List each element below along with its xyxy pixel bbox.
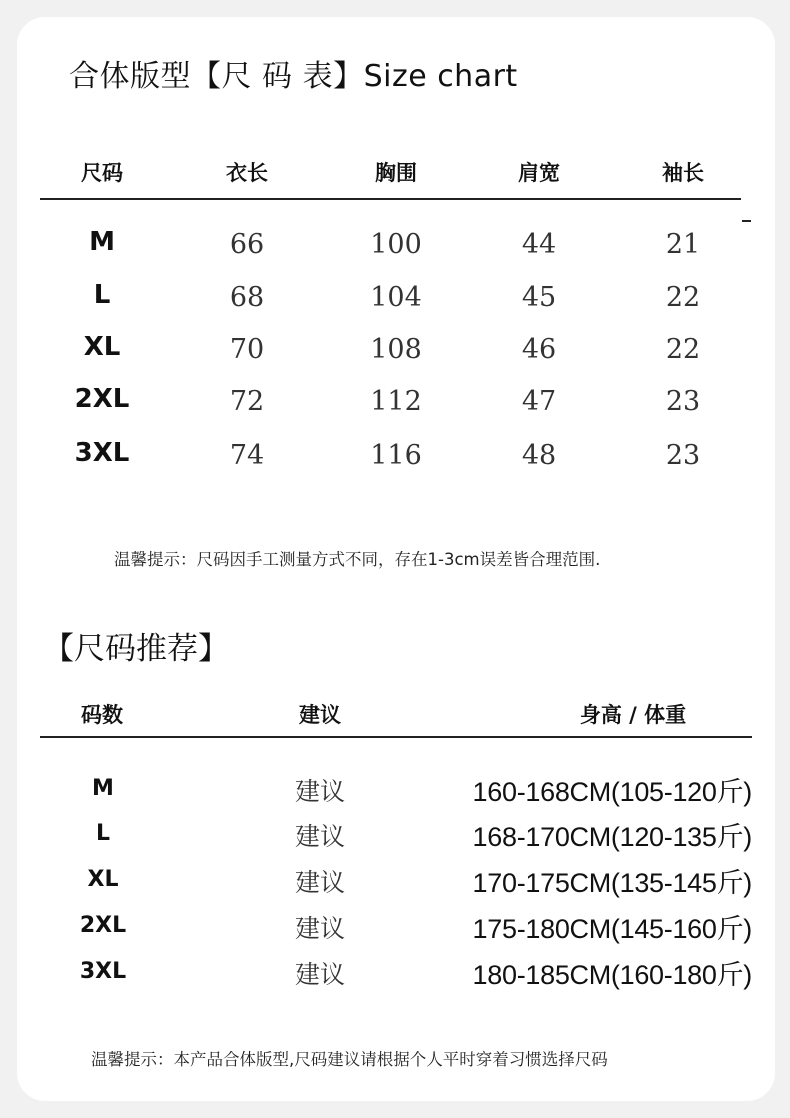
height-weight-cell: 175-180CM(145-160斤)	[472, 914, 752, 944]
header-size: 尺码	[81, 161, 123, 185]
length-cell: 72	[229, 386, 265, 417]
sleeve-cell: 22	[665, 334, 701, 365]
recommend-header	[40, 699, 752, 729]
size-cell: 2XL	[74, 384, 130, 414]
chest-cell: 116	[370, 440, 422, 471]
height-weight-cell: 160-168CM(105-120斤)	[472, 777, 752, 807]
table-row	[40, 332, 740, 372]
header-sleeve: 袖长	[662, 161, 704, 185]
size-chart-header	[40, 157, 740, 187]
shoulder-cell: 46	[521, 334, 557, 365]
advice-cell: 建议	[294, 868, 346, 897]
shoulder-cell: 45	[521, 282, 557, 313]
code-cell: XL	[87, 867, 119, 892]
table-row	[40, 867, 752, 907]
table-row	[40, 959, 752, 999]
chest-cell: 104	[370, 282, 422, 313]
shoulder-cell: 47	[521, 386, 557, 417]
code-cell: 3XL	[79, 959, 127, 984]
length-cell: 70	[229, 334, 265, 365]
table-row	[40, 821, 752, 861]
advice-cell: 建议	[294, 822, 346, 851]
advice-cell: 建议	[294, 960, 346, 989]
table-row	[40, 776, 752, 816]
recommend-note: 温馨提示：本产品合体版型,尺码建议请根据个人平时穿着习惯选择尺码	[91, 1050, 608, 1069]
size-cell: L	[93, 280, 111, 310]
table-row	[40, 438, 740, 478]
size-cell: M	[89, 227, 115, 257]
header-chest: 胸围	[375, 161, 417, 185]
shoulder-cell: 48	[521, 440, 557, 471]
code-cell: L	[95, 821, 111, 846]
sleeve-cell: 23	[665, 386, 701, 417]
size-cell: XL	[83, 332, 121, 362]
decorative-dash	[742, 220, 751, 222]
table-row	[40, 280, 740, 320]
shoulder-cell: 44	[521, 229, 557, 260]
header-shoulder: 肩宽	[518, 161, 560, 185]
length-cell: 68	[229, 282, 265, 313]
header-height-weight: 身高 / 体重	[579, 703, 687, 727]
height-weight-cell: 180-185CM(160-180斤)	[472, 960, 752, 990]
chest-cell: 112	[370, 386, 422, 417]
sleeve-cell: 21	[665, 229, 701, 260]
header-divider	[40, 198, 741, 200]
page-title: 合体版型【尺 码 表】Size chart	[69, 59, 518, 94]
table-row	[40, 227, 740, 267]
code-cell: 2XL	[79, 913, 127, 938]
chest-cell: 108	[370, 334, 422, 365]
header-advice: 建议	[299, 703, 341, 727]
recommend-divider	[40, 736, 752, 738]
sleeve-cell: 23	[665, 440, 701, 471]
advice-cell: 建议	[294, 914, 346, 943]
height-weight-cell: 170-175CM(135-145斤)	[472, 868, 752, 898]
sleeve-cell: 22	[665, 282, 701, 313]
length-cell: 74	[229, 440, 265, 471]
size-cell: 3XL	[74, 438, 130, 468]
length-cell: 66	[229, 229, 265, 260]
recommend-title: 【尺码推荐】	[43, 631, 229, 667]
code-cell: M	[92, 776, 114, 801]
size-chart-card	[17, 17, 775, 1101]
measurement-note: 温馨提示：尺码因手工测量方式不同，存在1-3cm误差皆合理范围.	[114, 550, 601, 569]
advice-cell: 建议	[294, 777, 346, 806]
header-code: 码数	[81, 703, 123, 727]
height-weight-cell: 168-170CM(120-135斤)	[472, 822, 752, 852]
table-row	[40, 913, 752, 953]
chest-cell: 100	[370, 229, 422, 260]
table-row	[40, 384, 740, 424]
header-length: 衣长	[226, 161, 268, 185]
